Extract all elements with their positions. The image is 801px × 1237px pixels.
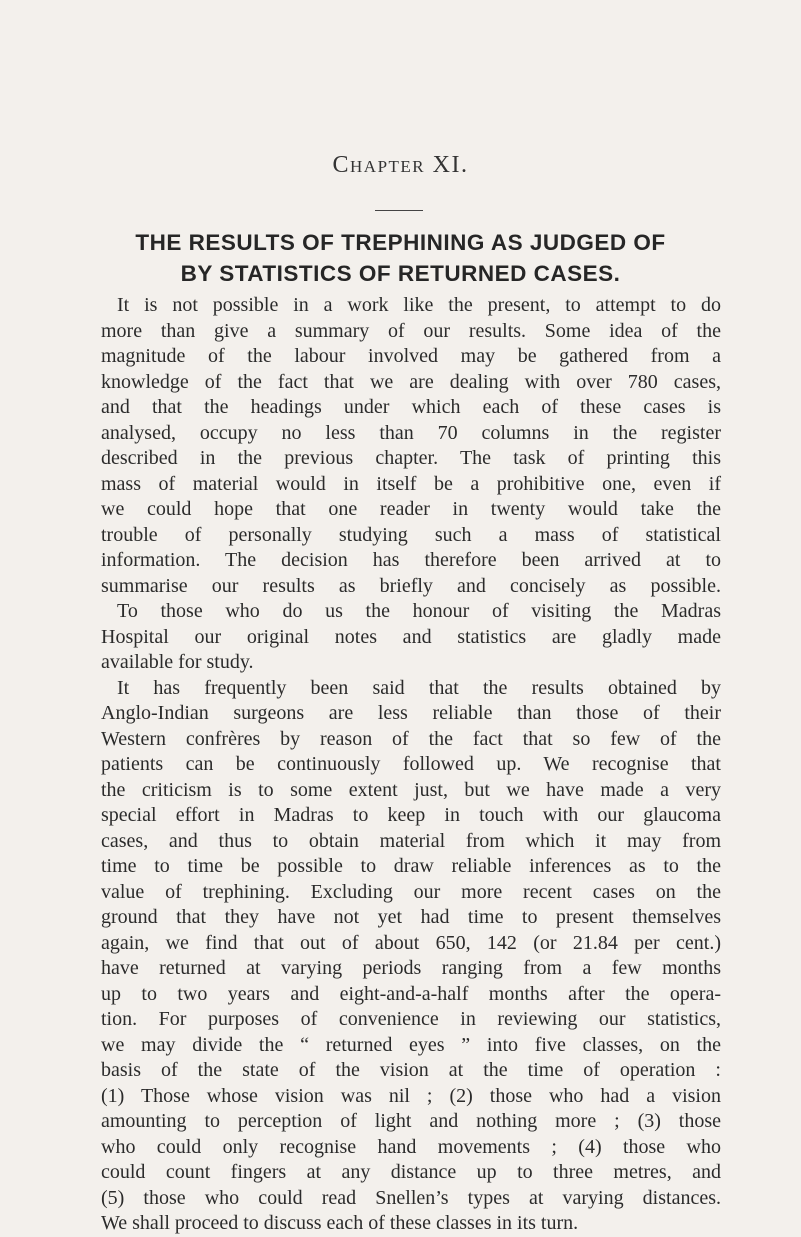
text-line: tion. For purposes of convenience in reviewing our statistics, [101, 1008, 721, 1030]
chapter-title-line: THE RESULTS OF TREPHINING AS JUDGED OF [135, 230, 666, 255]
text-line: information. The decision has therefore been arrived at to [101, 549, 721, 571]
text-line: We shall proceed to discuss each of these classes in its turn. [101, 1212, 579, 1234]
chapter-title-line: BY STATISTICS OF RETURNED CASES. [180, 261, 621, 286]
chapter-heading: Chapter XI. [332, 152, 469, 178]
divider-rule [375, 210, 423, 211]
text-line: (5) those who could read Snellen’s types at varying distances. [101, 1186, 721, 1209]
text-line: analysed, occupy no less than 70 columns in the register [101, 421, 721, 444]
chapter-title [40, 227, 761, 289]
text-line: basis of the state of the vision at the time of operation : [101, 1059, 721, 1081]
text-line: up to two years and eight-and-a-half months after the opera- [101, 982, 721, 1005]
text-line: more than give a summary of our results. Some idea of the [101, 319, 721, 342]
text-line: again, we find that out of about 650, 142 (or 21.84 per cent.) [101, 931, 721, 954]
text-line: It is not possible in a work like the present, to attempt to do [117, 294, 721, 316]
text-line: knowledge of the fact that we are dealing with over 780 cases, [101, 370, 721, 393]
text-line: could count fingers at any distance up to three metres, and [101, 1161, 721, 1183]
text-line: who could only recognise hand movements ; (4) those who [101, 1135, 721, 1158]
text-line: time to time be possible to draw reliable inferences as to the [101, 855, 721, 877]
text-line: Anglo-Indian surgeons are less reliable than those of their [101, 702, 721, 724]
text-line: It has frequently been said that the results obtained by [117, 676, 721, 699]
text-line: value of trephining. Excluding our more recent cases on the [101, 880, 721, 903]
text-line: available for study. [101, 651, 254, 673]
text-line: summarise our results as briefly and concisely as possible. [101, 574, 721, 597]
text-line: described in the previous chapter. The task of printing this [101, 447, 721, 469]
text-line: amounting to perception of light and nothing more ; (3) those [101, 1110, 721, 1132]
text-line: we could hope that one reader in twenty would take the [101, 498, 721, 520]
text-line: we may divide the “ returned eyes ” into five classes, on the [101, 1033, 721, 1056]
text-line: mass of material would in itself be a prohibitive one, even if [101, 472, 721, 495]
text-line: magnitude of the labour involved may be gathered from a [101, 345, 721, 367]
text-line: (1) Those whose vision was nil ; (2) those who had a vision [101, 1084, 721, 1107]
text-line: special effort in Madras to keep in touch with our glaucoma [101, 804, 721, 826]
text-line: and that the headings under which each of these cases is [101, 396, 721, 418]
text-line: Western confrères by reason of the fact that so few of the [101, 727, 721, 750]
text-line: To those who do us the honour of visiting the Madras [117, 600, 721, 622]
body-text [101, 293, 721, 1237]
text-line: ground that they have not yet had time to present themselves [101, 906, 721, 928]
text-line: trouble of personally studying such a mass of statistical [101, 523, 721, 546]
text-line: Hospital our original notes and statistics are gladly made [101, 625, 721, 648]
text-line: the criticism is to some extent just, but we have made a very [101, 778, 721, 801]
text-line: patients can be continuously followed up. We recognise that [101, 753, 721, 775]
text-line: have returned at varying periods ranging from a few months [101, 957, 721, 979]
text-line: cases, and thus to obtain material from which it may from [101, 829, 721, 852]
